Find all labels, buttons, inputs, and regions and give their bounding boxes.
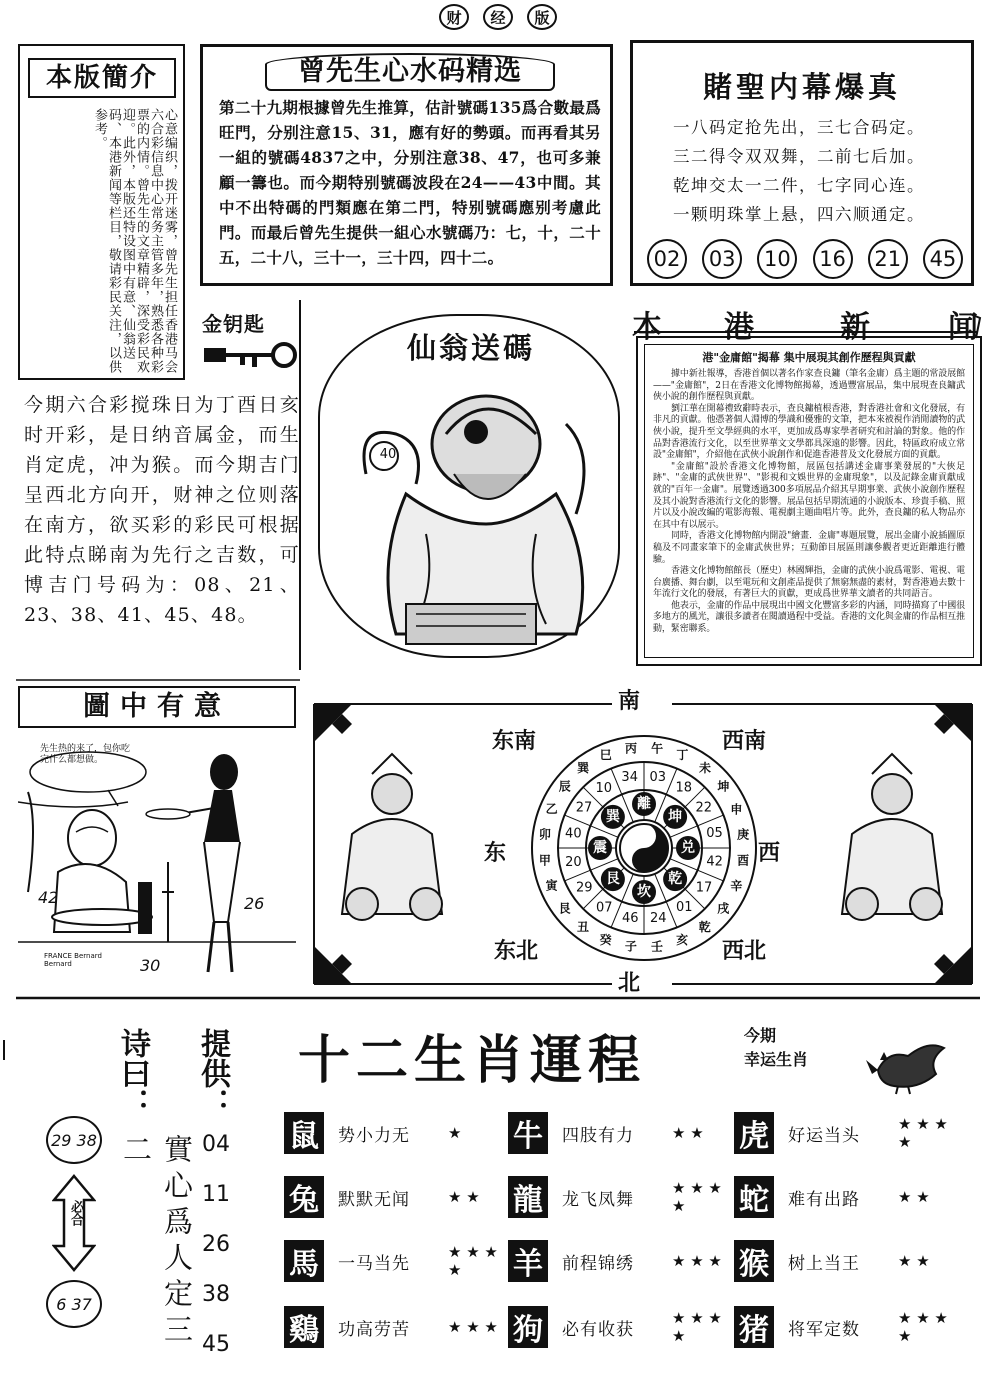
- compass-number: 10: [595, 780, 613, 796]
- zodiac-animal: 兔: [284, 1176, 324, 1218]
- provided-number: 45: [202, 1332, 230, 1357]
- trigram-label: 巽: [605, 808, 620, 825]
- zodiac-fortune: 树上当王: [788, 1253, 860, 1274]
- zodiac-stars: ★ ★ ★: [672, 1252, 722, 1270]
- news-paragraph: 劉江華在開幕禮致辭時表示，查良鏞植根香港，對香港社會和文化發展，有非凡的貢獻。他憑著個人淵博的學識和優雅的文筆，把本來被視作消閒讀物的武俠小說，提升至文學經典的水平，更加成爲專家學者研究和討論的對象。他的作品對香港流行文化，以至世界華文文學都具深遠的影響。因此，特區政府成立常設"金庸館"，介紹他在武俠小說創作和促進香港普及文化發展方面的貢獻。: [653, 403, 965, 461]
- compass-number: 07: [595, 900, 613, 916]
- zodiac-animal: 蛇: [734, 1176, 774, 1218]
- trigram-label: 乾: [668, 871, 683, 888]
- picture-title: 圖中有意: [18, 686, 296, 728]
- direction-north: 北: [618, 971, 641, 996]
- news-paragraph: 據中新社報導，香港首個以著名作家查良鏞（筆名金庸）爲主題的常設展館——"金庸館"，2日在香港文化博物館揭幕，透過豐富展品，集中展現查良鏞武俠小說的創作歷程與貢獻。: [653, 369, 965, 403]
- compass-number: 18: [675, 780, 693, 796]
- secret-title: 賭聖内幕爆真: [702, 70, 901, 104]
- zodiac-subtitle-line: 幸运生肖: [744, 1050, 809, 1069]
- zodiac-entry: [508, 1110, 724, 1156]
- number-ball: 45: [923, 239, 963, 279]
- news-header-char: 新: [840, 310, 870, 345]
- zodiac-subtitle-line: 今期: [744, 1026, 777, 1045]
- compass-outer-char: 丑: [577, 919, 590, 934]
- compass-outer-char: 酉: [737, 853, 750, 868]
- key-icon: [200, 334, 300, 378]
- direction-east: 东: [484, 841, 507, 866]
- must-combine-badge: 必合: [68, 1200, 83, 1226]
- zodiac-fortune: 前程锦绣: [562, 1253, 634, 1274]
- number-ball: 10: [757, 239, 797, 279]
- immortal-figure-illustration: [336, 364, 606, 654]
- zodiac-entry: [508, 1304, 724, 1350]
- golden-key-title: 金钥匙: [202, 312, 265, 336]
- zodiac-animal: 狗: [508, 1306, 548, 1348]
- compass-number: 27: [575, 800, 593, 816]
- compass-outer-char: 子: [624, 939, 637, 954]
- direction-northwest: 西北: [722, 939, 767, 964]
- poem-label: 诗曰：: [115, 1028, 150, 1118]
- compass-outer-char: 辛: [730, 878, 743, 893]
- poem-text: 實心爲人定三二: [119, 1134, 194, 1350]
- tips-title: 曾先生心水码精选: [265, 53, 555, 91]
- compass-number: 03: [649, 769, 667, 785]
- trigram-label: 坤: [668, 808, 683, 825]
- compass-number: 46: [621, 911, 639, 927]
- compass-number: 20: [565, 854, 582, 870]
- zodiac-fortune: 必有收获: [562, 1319, 634, 1340]
- compass-number: 29: [576, 880, 593, 896]
- compass-outer-char: 申: [730, 802, 743, 817]
- compass-outer-char: 丙: [625, 741, 638, 756]
- compass-outer-char: 卯: [538, 827, 551, 842]
- news-paragraph: 他表示，金庸的作品中展現出中國文化豐富多彩的内涵，同時描寫了中國很多地方的風光，讓很多讀者在閱讀過程中受益。香港的文化與金庸的作品相互推動，緊密聯系。: [653, 600, 965, 635]
- zodiac-fortune: 默默无闻: [338, 1189, 410, 1210]
- compass-outer-char: 寅: [545, 878, 558, 893]
- number-ball: 16: [813, 239, 853, 279]
- zodiac-animal: 牛: [508, 1112, 548, 1154]
- direction-northeast: 东北: [494, 939, 539, 964]
- golden-key-header: [200, 304, 300, 378]
- zodiac-stars: ★ ★: [448, 1188, 480, 1206]
- trigram-label: 震: [593, 840, 607, 856]
- compass-number: 42: [706, 854, 723, 870]
- zodiac-entry: [284, 1110, 500, 1156]
- zodiac-animal: 羊: [508, 1240, 548, 1282]
- compass-outer-char: 辰: [558, 779, 571, 794]
- compass-number: 17: [695, 880, 713, 896]
- compass-outer-char: 甲: [538, 853, 551, 868]
- compass-frame: [312, 684, 974, 994]
- compass-outer-char: 巳: [599, 748, 612, 763]
- picture-number: 42: [38, 888, 59, 907]
- provided-number: 04: [202, 1132, 230, 1157]
- news-header: [630, 302, 982, 345]
- provided-number: 26: [202, 1232, 230, 1257]
- zodiac-fortune: 龙飞凤舞: [562, 1189, 634, 1210]
- trigram-label: 坎: [637, 884, 651, 900]
- compass-section: [312, 684, 974, 994]
- immortal-title: 仙翁送碼: [406, 331, 535, 365]
- zodiac-entry: [284, 1174, 500, 1220]
- compass-outer-char: 亥: [676, 932, 689, 947]
- zodiac-stars: ★ ★ ★ ★: [898, 1115, 948, 1151]
- circled-numbers-bottom: 6 37: [46, 1280, 102, 1328]
- zodiac-subtitle: [744, 1024, 844, 1072]
- zodiac-stars: ★ ★ ★ ★: [672, 1309, 722, 1345]
- compass-number: 22: [695, 800, 712, 816]
- zodiac-fortune: 四肢有力: [562, 1125, 634, 1146]
- zodiac-entry: [508, 1238, 724, 1284]
- number-ball: 21: [868, 239, 908, 279]
- zodiac-animal: 龍: [508, 1176, 548, 1218]
- zodiac-entry: [284, 1304, 500, 1350]
- compass-outer-char: 丁: [676, 748, 689, 763]
- compass-outer-char: 癸: [599, 932, 612, 947]
- provided-numbers: [202, 1120, 230, 1370]
- zodiac-entry: [734, 1238, 950, 1284]
- compass-number: 34: [621, 769, 638, 785]
- secret-line: 一颗明珠掌上悬，四六顺通定。: [673, 205, 925, 224]
- masthead-char: 财: [439, 4, 469, 30]
- news-box: [636, 336, 982, 666]
- news-headline: 港"金庸館"揭幕 集中展現其創作歷程與貢獻: [702, 351, 916, 364]
- compass-outer-char: 壬: [650, 939, 663, 954]
- provided-number: 11: [202, 1182, 230, 1207]
- compass-outer-char: 戌: [717, 901, 730, 916]
- zodiac-stars: ★ ★ ★ ★: [672, 1179, 722, 1215]
- compass-outer-char: 巽: [577, 761, 590, 776]
- trigram-label: 艮: [605, 871, 620, 888]
- zodiac-stars: ★ ★: [898, 1252, 930, 1270]
- compass-outer-char: 乾: [698, 919, 711, 934]
- direction-southwest: 西南: [722, 729, 767, 754]
- zodiac-animal: 鼠: [284, 1112, 324, 1154]
- intro-text: 心意编织，拨开迷雾，曾先生担任香港马会六合彩信息中心常务主管多年，熟悉各种彩票的内情。曾先生的文章精辟，深受彩民欢迎。此外，本版还特设图中有意、仙翁送码、本港新闻等栏目，敬请彩民关注，以供参考。: [92, 108, 177, 374]
- poem-section: [40, 1024, 240, 1384]
- news-paragraph: 同時，香港文化博物館内開設"繪畫．金庸"專題展覽，展出金庸小說插圖原稿及不同畫家筆下的金庸武俠世界；互動節目展區則讓參觀者更近距離進行體驗。: [653, 531, 965, 565]
- number-ball: 03: [702, 239, 742, 279]
- news-paragraph: 香港文化博物館館長（歷史）林國輝指，金庸的武俠小說爲電影、電視、電台廣播、舞台劇，以至電玩和文創產品提供了無窮無盡的素材，對香港過去數十年流行文化的發展，有著巨大的貢獻，更成爲世界華文讀者的共同語言。: [653, 566, 965, 600]
- secret-line: 一八码定抢先出，三七合码定。: [673, 118, 925, 137]
- zodiac-fortune: 难有出路: [788, 1189, 860, 1210]
- compass-outer-char: 艮: [558, 901, 571, 916]
- trigram-label: 離: [637, 796, 651, 812]
- masthead-char: 经: [483, 4, 513, 30]
- news-header-char: 港: [724, 310, 754, 345]
- zodiac-fortune: 一马当先: [338, 1253, 410, 1274]
- news-header-char: 闻: [948, 310, 978, 345]
- zodiac-animal: 猪: [734, 1306, 774, 1348]
- zodiac-fortune: 将军定数: [788, 1319, 860, 1340]
- compass-number: 01: [675, 900, 693, 916]
- figure-left: [342, 754, 442, 920]
- compass-outer-char: 坤: [717, 779, 730, 794]
- zodiac-fortune: 好运当头: [788, 1125, 860, 1146]
- zodiac-stars: ★ ★ ★ ★: [448, 1243, 498, 1279]
- zodiac-entry: [508, 1174, 724, 1220]
- immortal-box: [318, 314, 620, 658]
- provided-number: 38: [202, 1282, 230, 1307]
- compass-outer-char: 未: [698, 761, 711, 776]
- lucky-numbers-text: 今期六合彩搅珠日为丁酉日亥时开彩，是日纳音属金，而生肖定虎，冲为猴。而今期吉门呈西北方向开，财神之位则落在南方，欲买彩的彩民可根据此特点睇南为先行之吉数，可博吉门号码为：08、21、23、38、41、45、48。: [24, 394, 300, 626]
- picture-number: 30: [140, 956, 161, 975]
- zodiac-title: 十二生肖運程: [298, 1031, 647, 1091]
- circled-numbers-top: 29 38: [46, 1116, 102, 1164]
- picture-meaning-box: [18, 686, 296, 986]
- masthead-char: 版: [527, 4, 557, 30]
- direction-west: 西: [758, 841, 781, 866]
- news-header-char: 本: [632, 310, 662, 345]
- zodiac-stars: ★ ★: [898, 1188, 930, 1206]
- compass-number: 05: [706, 826, 723, 842]
- number-ball: 02: [647, 239, 687, 279]
- compass-outer-char: 庚: [737, 827, 750, 842]
- trigram-label: 兑: [681, 840, 695, 856]
- zodiac-entry: [734, 1174, 950, 1220]
- zodiac-stars: ★ ★ ★: [448, 1318, 498, 1336]
- zodiac-animal: 猴: [734, 1240, 774, 1282]
- compass-number: 40: [565, 826, 582, 842]
- picture-number: 26: [244, 894, 265, 913]
- tips-text: 第二十九期根據曾先生推算，估計號碼135爲合數最爲旺門，分别注意15、31，應有好的勢頭。而再看其另一組的號碼4837之中，分别注意38、47，也可多兼顧一籌也。而今期特别號碼波段在24——43中間。其中不出特碼的門類應在第二門，特别號碼應别考慮此門。而最后曾先生提供一組心水號碼乃：七，十，二十五，二十八，三十一，三十四，四十二。: [219, 98, 601, 267]
- compass-number: 24: [650, 911, 667, 927]
- intro-title: 本版簡介: [28, 58, 176, 98]
- zodiac-entry: [734, 1304, 950, 1350]
- zodiac-animal: 虎: [734, 1112, 774, 1154]
- zodiac-entry: [734, 1110, 950, 1156]
- rooster-icon: [858, 1030, 954, 1096]
- zodiac-animal: 馬: [284, 1240, 324, 1282]
- direction-southeast: 东南: [492, 729, 537, 754]
- figure-right: [842, 754, 942, 920]
- secret-line: 乾坤交太一二件，七字同心连。: [673, 176, 925, 195]
- zodiac-entry: [284, 1238, 500, 1284]
- bagua-compass: [532, 736, 756, 960]
- zodiac-animal: 鷄: [284, 1306, 324, 1348]
- secret-line: 三二得令双双舞，二前七后加。: [673, 147, 925, 166]
- speech-bubble: 先生热的来了，包你吃完什么都想做。: [40, 744, 131, 765]
- zodiac-fortune: 功高劳苦: [338, 1319, 410, 1340]
- zodiac-fortune: 势小力无: [338, 1125, 410, 1146]
- direction-south: 南: [618, 689, 641, 714]
- zodiac-stars: ★ ★: [672, 1124, 704, 1142]
- compass-outer-char: 午: [651, 741, 664, 756]
- provide-label: 提供：: [195, 1028, 230, 1118]
- news-paragraph: "金庸館"設於香港文化博物館，展區包括講述金庸事業發展的"大俠足跡"、"金庸的武俠世界"、"影視和文娛世界的金庸現象"，以及記錄金庸貢獻成就的"百年一金庸"。展覽透過300多項展品介紹其早期事業、武俠小說創作歷程及其小說對香港流行文化的影響。展品包括早期流通的小說版本、珍貴手稿、照片以及小說改編的電影海報、電視劇主題曲唱片等。此外，查良鏞的私人物品亦在其中有以展示。: [653, 461, 965, 530]
- zodiac-stars: ★: [448, 1124, 462, 1142]
- immortal-number: 40: [379, 447, 397, 462]
- news-body: [653, 369, 965, 636]
- compass-outer-char: 乙: [545, 802, 558, 817]
- artist-caption: FRANCE Bernard Bernard: [44, 952, 102, 968]
- zodiac-stars: ★ ★ ★ ★: [898, 1309, 948, 1345]
